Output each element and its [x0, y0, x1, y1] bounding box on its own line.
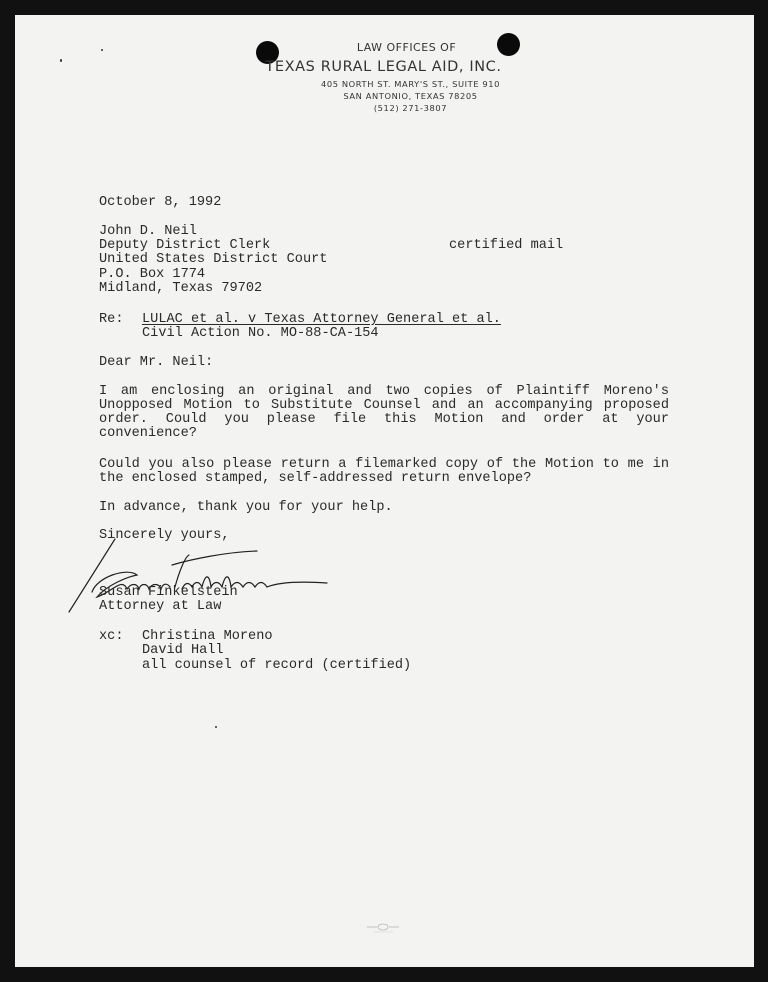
case-title: LULAC et al. v Texas Attorney General et al.: [142, 312, 501, 327]
speck: [215, 726, 217, 728]
union-bug-seal-icon: [365, 922, 401, 934]
letterhead-address-1: 405 NORTH ST. MARY'S ST., SUITE 910: [320, 79, 501, 89]
letterhead-address-2: SAN ANTONIO, TEXAS 78205: [343, 91, 478, 101]
cc-recipient: Christina Moreno: [142, 629, 273, 644]
letter-page: [15, 15, 754, 967]
letter-date: October 8, 1992: [99, 195, 222, 210]
case-number: Civil Action No. MO-88-CA-154: [142, 326, 379, 341]
cc-recipient: all counsel of record (certified): [142, 658, 412, 673]
closing: Sincerely yours,: [99, 528, 230, 543]
recipient-city: Midland, Texas 79702: [99, 281, 263, 296]
delivery-note: certified mail: [449, 238, 564, 253]
re-label: Re:: [99, 312, 124, 327]
signer-name: Susan Finkelstein: [99, 585, 238, 600]
recipient-po-box: P.O. Box 1774: [99, 267, 206, 282]
cc-label: xc:: [99, 629, 124, 644]
letterhead-preamble: LAW OFFICES OF: [356, 41, 457, 54]
body-paragraph-3: In advance, thank you for your help.: [99, 500, 393, 515]
salutation: Dear Mr. Neil:: [99, 355, 214, 370]
signer-title: Attorney at Law: [99, 599, 222, 614]
body-paragraph-2: Could you also please return a filemarked copy of the Motion to me in the enclosed stamped, self-addressed return envelope?: [99, 457, 669, 486]
recipient-organization: United States District Court: [99, 252, 328, 267]
recipient-title: Deputy District Clerk: [99, 238, 271, 253]
letterhead-phone: (512) 271-3807: [373, 103, 448, 113]
body-paragraph-1: I am enclosing an original and two copies of Plaintiff Moreno's Unopposed Motion to Substitute Counsel and an accompanying proposed order. Could you please file this Motion and order at your convenience?: [99, 384, 669, 441]
letterhead-firm-name: TEXAS RURAL LEGAL AID, INC.: [265, 59, 502, 75]
recipient-name: John D. Neil: [99, 224, 197, 239]
cc-recipient: David Hall: [142, 643, 224, 658]
